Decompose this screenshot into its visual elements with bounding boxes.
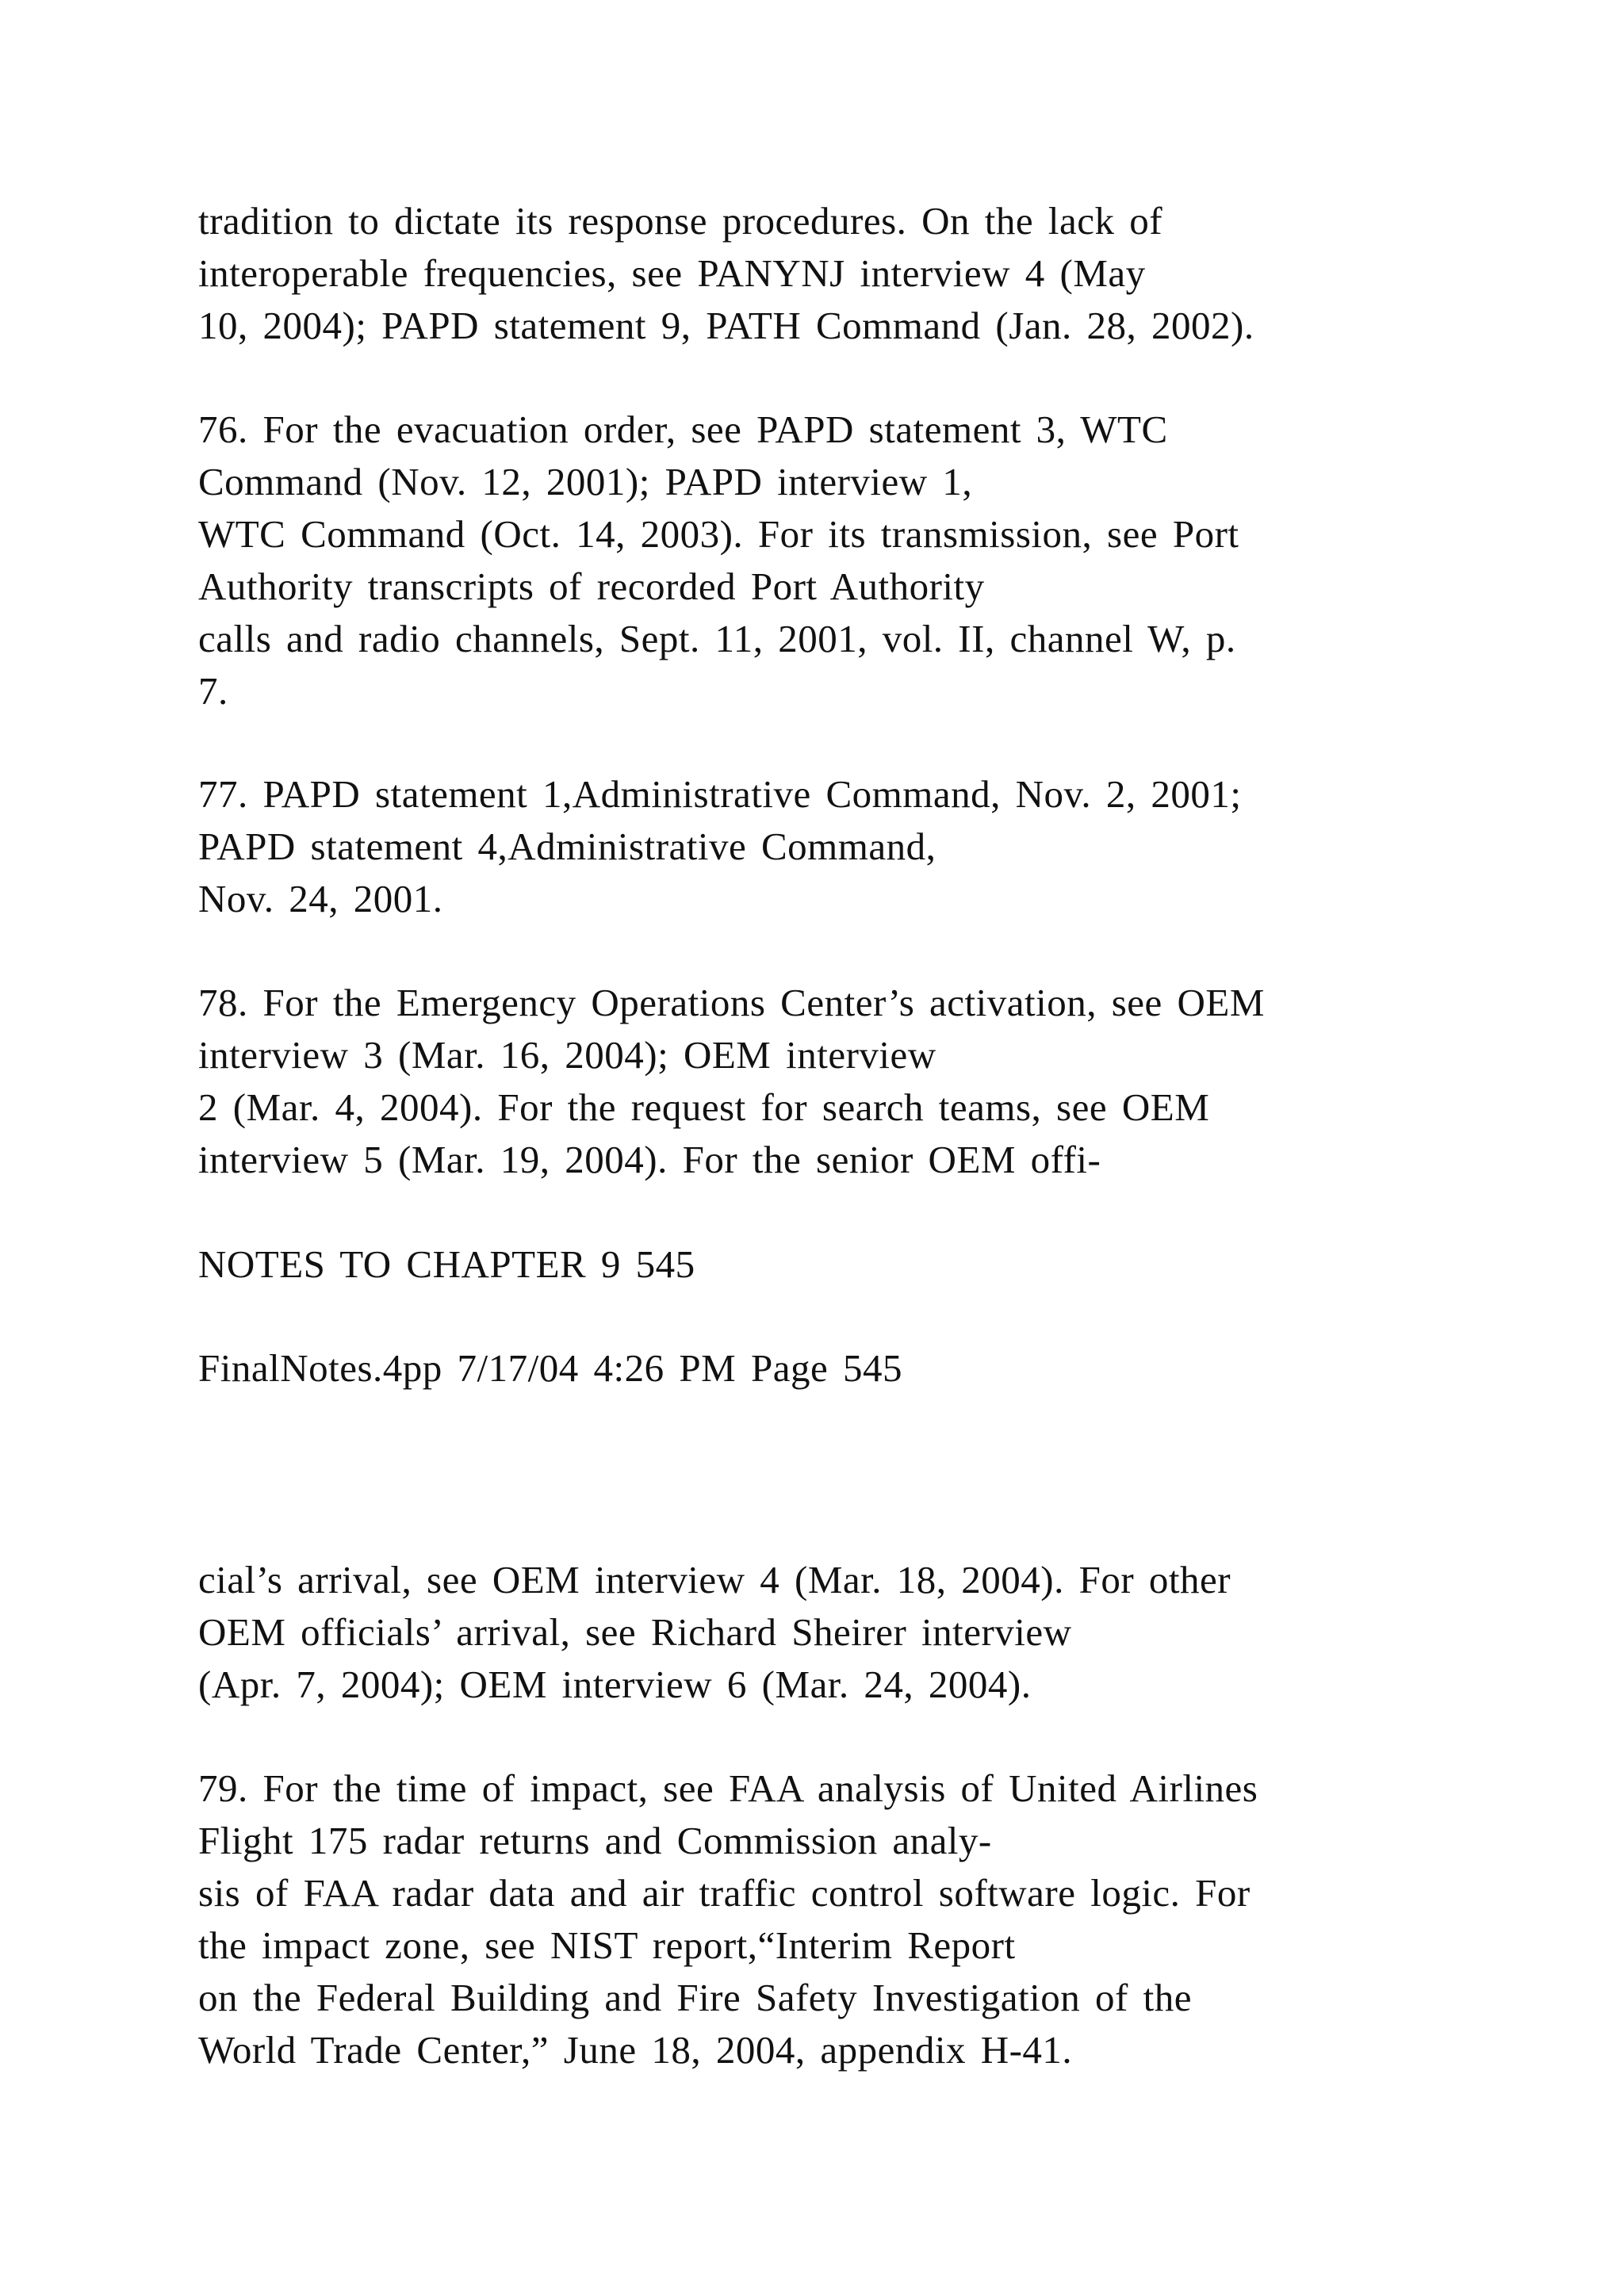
- page-footer-chapter: [198, 1238, 1435, 1291]
- text-line: 78. For the Emergency Operations Center’s activation, see OEM: [198, 981, 1265, 1024]
- note-77: [198, 768, 1435, 925]
- text-line: interoperable frequencies, see PANYNJ interview 4 (May: [198, 251, 1146, 295]
- text-line: 2 (Mar. 4, 2004). For the request for search teams, see OEM: [198, 1085, 1210, 1129]
- text-line: (Apr. 7, 2004); OEM interview 6 (Mar. 24, 2004).: [198, 1663, 1032, 1706]
- footer-text: NOTES TO CHAPTER 9 545: [198, 1242, 695, 1286]
- note-76: [198, 404, 1435, 718]
- note-79: [198, 1762, 1435, 2076]
- text-line: Authority transcripts of recorded Port Authority: [198, 564, 985, 608]
- page-footer-file-info: [198, 1342, 1435, 1395]
- text-line: the impact zone, see NIST report,“Interim Report: [198, 1923, 1016, 1967]
- text-line: calls and radio channels, Sept. 11, 2001, vol. II, channel W, p.: [198, 617, 1236, 660]
- text-line: PAPD statement 4,Administrative Command,: [198, 825, 936, 868]
- text-line: interview 5 (Mar. 19, 2004). For the senior OEM offi-: [198, 1138, 1101, 1181]
- note-75-continuation: [198, 195, 1435, 352]
- text-line: tradition to dictate its response procedures. On the lack of: [198, 199, 1163, 243]
- text-line: OEM officials’ arrival, see Richard Sheirer interview: [198, 1610, 1072, 1654]
- text-line: on the Federal Building and Fire Safety Investigation of the: [198, 1976, 1192, 2019]
- text-line: Flight 175 radar returns and Commission analy-: [198, 1819, 992, 1862]
- note-78-continuation: [198, 1554, 1435, 1711]
- text-line: 77. PAPD statement 1,Administrative Command, Nov. 2, 2001;: [198, 772, 1242, 816]
- text-line: sis of FAA radar data and air traffic control software logic. For: [198, 1871, 1251, 1915]
- text-line: World Trade Center,” June 18, 2004, appendix H-41.: [198, 2028, 1073, 2072]
- footer-text: FinalNotes.4pp 7/17/04 4:26 PM Page 545: [198, 1346, 902, 1390]
- text-line: interview 3 (Mar. 16, 2004); OEM interview: [198, 1033, 936, 1077]
- text-line: Nov. 24, 2001.: [198, 877, 443, 920]
- text-line: 79. For the time of impact, see FAA analysis of United Airlines: [198, 1766, 1258, 1810]
- text-line: 7.: [198, 669, 228, 713]
- note-78: [198, 977, 1435, 1186]
- text-line: cial’s arrival, see OEM interview 4 (Mar. 18, 2004). For other: [198, 1558, 1231, 1601]
- text-line: Command (Nov. 12, 2001); PAPD interview 1,: [198, 460, 973, 503]
- text-line: WTC Command (Oct. 14, 2003). For its transmission, see Port: [198, 512, 1239, 556]
- text-line: 76. For the evacuation order, see PAPD statement 3, WTC: [198, 408, 1168, 451]
- text-line: 10, 2004); PAPD statement 9, PATH Command (Jan. 28, 2002).: [198, 304, 1254, 347]
